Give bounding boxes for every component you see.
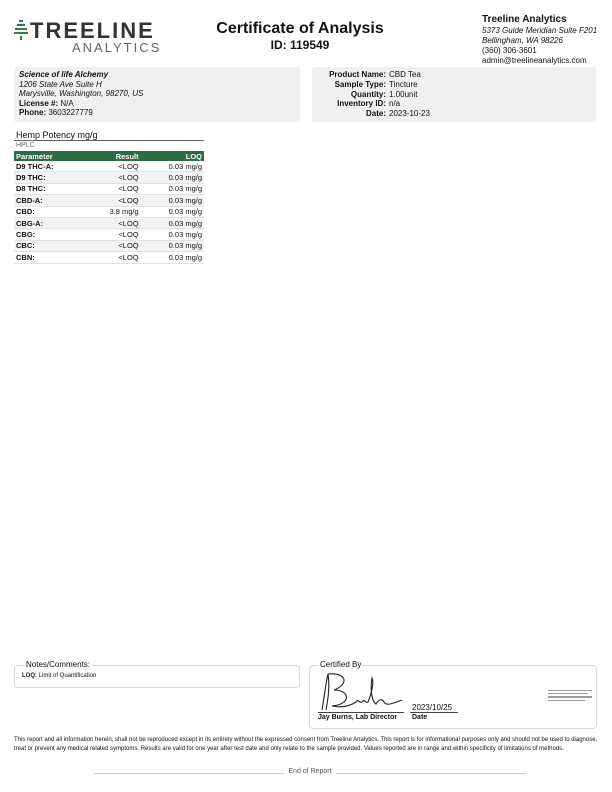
signature-image (316, 668, 406, 714)
phone-label: Phone: (19, 108, 47, 117)
table-row (14, 252, 204, 263)
license-value: N/A (60, 98, 74, 108)
potency-section-title: Hemp Potency mg/g (16, 130, 98, 140)
result-cell: <LOQ (84, 183, 140, 194)
date-label: Date: (365, 109, 386, 119)
disclaimer-text: This report and all information herein, shall not be reproduced except in its entirety without the expressed consent from Treeline Analytics. This report is for informational purposes only and should not be used to diagnose, treat or prevent any medical related symptoms. Results are valid for one year after test date and only relate to the sample provided. Values reported are in range and within specificity of limitations of methods. (14, 737, 598, 752)
client-name: Science of life Alchemy (19, 70, 109, 79)
parameter-cell: D9 THC-A: (14, 161, 84, 172)
result-cell: <LOQ (84, 195, 140, 206)
inventory-value: n/a (389, 99, 401, 109)
result-cell: <LOQ (84, 217, 140, 228)
quantity-value: 1.00unit (389, 89, 418, 99)
result-cell: <LOQ (84, 161, 140, 172)
date-row (314, 109, 430, 119)
potency-method: HPLC (16, 142, 35, 149)
parameter-cell: CBD-A: (14, 195, 84, 206)
column-header-loq: LOQ (141, 151, 204, 161)
loq-cell: 0.03 mg/g (141, 161, 204, 172)
loq-cell: 0.03 mg/g (141, 229, 204, 240)
lab-address-line2: Bellingham, WA 98226 (482, 36, 563, 45)
parameter-cell: D9 THC: (14, 172, 84, 183)
inventory-row (314, 99, 430, 109)
table-row (14, 195, 204, 206)
sample-type-label: Sample Type: (334, 79, 386, 89)
product-name-value: CBD Tea (389, 70, 421, 79)
table-row (14, 240, 204, 251)
parameter-cell: CBC: (14, 240, 84, 251)
result-cell: <LOQ (84, 252, 140, 263)
date-label: Date (412, 714, 428, 721)
signer-name: Jay Burns, Lab Director (318, 714, 397, 721)
loq-cell: 0.03 mg/g (141, 252, 204, 263)
result-cell: <LOQ (84, 172, 140, 183)
loq-cell: 0.03 mg/g (141, 217, 204, 228)
page-title: Certificate of Analysis (216, 20, 384, 37)
end-divider-left (94, 773, 284, 774)
loq-abbrev: LOQ: (22, 673, 37, 679)
date-line (410, 712, 458, 713)
company-logo (14, 18, 162, 58)
table-row (14, 217, 204, 228)
loq-cell: 0.03 mg/g (141, 195, 204, 206)
table-row (14, 172, 204, 183)
parameter-cell: CBN: (14, 252, 84, 263)
logo-subtext: ANALYTICS (72, 40, 162, 55)
sample-type-row (314, 80, 430, 90)
end-divider-right (336, 773, 526, 774)
column-header-parameter: Parameter (14, 151, 84, 161)
table-row (14, 183, 204, 194)
section-divider (14, 140, 204, 141)
lab-name: Treeline Analytics (482, 14, 567, 25)
lab-address-line1: 5373 Guide Meridian Suite F201 (482, 26, 598, 35)
loq-cell: 0.03 mg/g (141, 183, 204, 194)
notes-title: Notes/Comments: (26, 660, 91, 669)
column-header-result: Result (84, 151, 140, 161)
sample-info-list (314, 70, 430, 119)
parameter-cell: CBG-A: (14, 217, 84, 228)
date-value: 2023-10-23 (389, 109, 430, 119)
end-of-report-label: End of Report (288, 768, 332, 775)
inventory-label: Inventory ID: (337, 99, 386, 109)
client-address-line2: Marysville, Washington, 98270, US (19, 89, 144, 98)
client-phone (19, 108, 143, 118)
quantity-label: Quantity: (350, 89, 386, 99)
client-license (19, 99, 143, 109)
verification-hash-icon (548, 690, 592, 708)
client-info-panel (14, 67, 300, 122)
certification-date: 2023/10/25 (412, 703, 453, 712)
table-row (14, 206, 204, 217)
potency-table (14, 151, 204, 264)
lab-phone: (360) 306-3601 (482, 46, 537, 55)
tree-icon (14, 20, 28, 40)
product-name-row (314, 70, 430, 80)
quantity-row (314, 90, 430, 100)
loq-cell: 0.03 mg/g (141, 240, 204, 251)
phone-value: 3603227779 (48, 108, 93, 117)
certificate-id: ID: 119549 (270, 38, 330, 52)
certified-by-title: Certified By (320, 660, 362, 669)
result-cell: <LOQ (84, 240, 140, 251)
signature-line (318, 712, 404, 713)
table-row (14, 229, 204, 240)
parameter-cell: CBD: (14, 206, 84, 217)
loq-cell: 0.03 mg/g (141, 172, 204, 183)
lab-contact (482, 14, 607, 66)
loq-cell: 0.03 mg/g (141, 206, 204, 217)
sample-info-panel (312, 67, 596, 122)
product-name-label: Product Name: (329, 70, 386, 79)
end-of-report (14, 768, 598, 778)
sample-type-value: Tincture (389, 79, 418, 89)
result-cell: <LOQ (84, 229, 140, 240)
result-cell: 3.8 mg/g (84, 206, 140, 217)
client-address-line1: 1206 State Ave Suite H (19, 79, 102, 89)
table-row (14, 161, 204, 172)
license-label: License #: (19, 98, 59, 108)
parameter-cell: D8 THC: (14, 183, 84, 194)
lab-email[interactable]: admin@treelineanalytics.com (482, 56, 587, 65)
loq-definition: Limit of Quantification (38, 673, 97, 679)
notes-text (22, 673, 96, 679)
table-header-row (14, 151, 204, 161)
logo-wordmark: TREELINE (30, 18, 155, 43)
parameter-cell: CBG: (14, 229, 84, 240)
